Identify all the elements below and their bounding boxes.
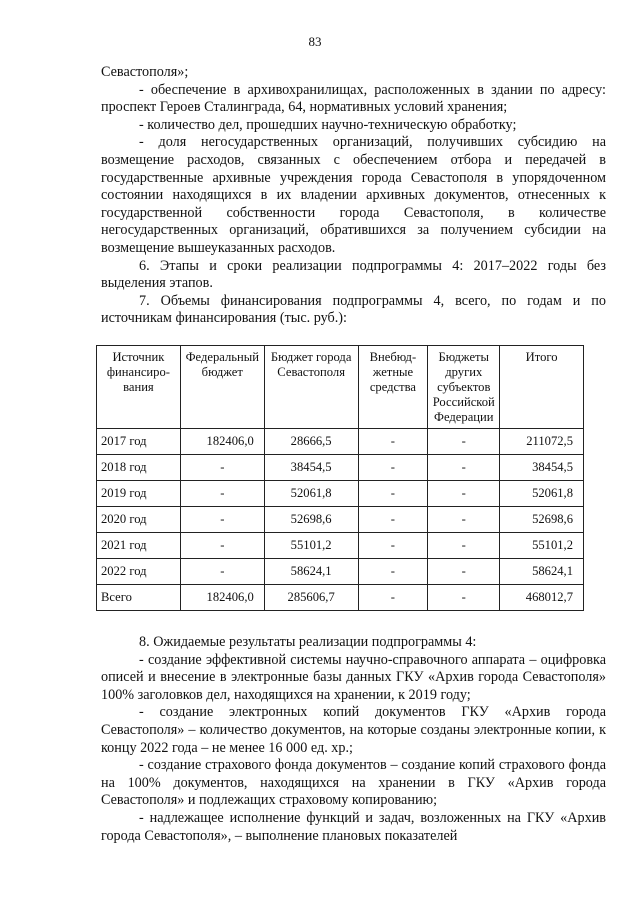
table-header-row	[97, 346, 584, 429]
table-cell: 2019 год	[97, 481, 181, 507]
table-cell: 52698,6	[264, 507, 358, 533]
page-number: 83	[308, 34, 322, 49]
table-row	[97, 507, 584, 533]
bottom-text-block	[101, 634, 606, 845]
table-cell: -	[358, 585, 428, 611]
table-cell: -	[358, 455, 428, 481]
table-cell: -	[180, 455, 264, 481]
header-source: Источник финансиро-вания	[97, 346, 181, 429]
paragraph: - создание электронных копий документов ГКУ «Архив города Севастополя» – количество документов, на которые созданы электронные копии, к концу 2022 года – не менее 16 000 ед. хр.;	[101, 704, 606, 756]
paragraph: - доля негосударственных организаций, получивших субсидию на возмещение расходов, связанных с обеспечением отбора и передачей в государственные архивные учреждения города Севастополя в упорядоченном состоянии находящихся в их владении архивных документов, отнесенных к государственной собственности города Севастополя, в количестве негосударственных организаций, обратившихся за получением субсидии на возмещение вышеуказанных расходов.	[101, 134, 606, 256]
table-cell: -	[180, 559, 264, 585]
paragraph: - количество дел, прошедших научно-техническую обработку;	[139, 116, 517, 133]
table-cell: 52061,8	[264, 481, 358, 507]
table-cell: -	[358, 559, 428, 585]
table-row	[97, 429, 584, 455]
table-row	[97, 481, 584, 507]
table-cell: 38454,5	[264, 455, 358, 481]
paragraph: - создание эффективной системы научно-справочного аппарата – оцифровка описей и внесение в электронные базы данных ГКУ «Архив города Севастополя» 100% заголовков дел, находящихся на хранении, к 2019 году;	[101, 651, 606, 703]
table-cell: -	[428, 533, 500, 559]
table-cell: 52061,8	[500, 481, 584, 507]
table-cell: 28666,5	[264, 429, 358, 455]
paragraph: 7. Объемы финансирования подпрограммы 4, всего, по годам и по источникам финансирования (тыс. руб.):	[101, 292, 606, 327]
financing-table	[96, 345, 584, 611]
table-cell: 55101,2	[500, 533, 584, 559]
paragraph: 8. Ожидаемые результаты реализации подпрограммы 4:	[139, 634, 477, 650]
paragraph: - создание страхового фонда документов – создание копий страхового фонда на 100% документов, находящихся на хранении в ГКУ «Архив города Севастополя» и подлежащих страховому копированию;	[101, 757, 606, 809]
table-cell: 2020 год	[97, 507, 181, 533]
table-cell: 58624,1	[264, 559, 358, 585]
table-cell: -	[180, 533, 264, 559]
header-federal: Федеральный бюджет	[180, 346, 264, 429]
table-cell: 2017 год	[97, 429, 181, 455]
table-cell: 2018 год	[97, 455, 181, 481]
table-cell: -	[428, 507, 500, 533]
table-cell: 52698,6	[500, 507, 584, 533]
table-cell: -	[428, 429, 500, 455]
table-row	[97, 533, 584, 559]
table-row	[97, 559, 584, 585]
table-cell: 285606,7	[264, 585, 358, 611]
table-cell: -	[428, 585, 500, 611]
table-cell: -	[358, 507, 428, 533]
table-cell: 211072,5	[500, 429, 584, 455]
table-cell: -	[358, 481, 428, 507]
table-cell: 55101,2	[264, 533, 358, 559]
header-total: Итого	[500, 346, 584, 429]
table-cell: -	[358, 429, 428, 455]
table-cell: -	[180, 507, 264, 533]
header-extrabudget: Внебюд-жетные средства	[358, 346, 428, 429]
paragraph: - обеспечение в архивохранилищах, расположенных в здании по адресу: проспект Героев Сталинграда, 64, нормативных условий хранения;	[101, 81, 606, 116]
table-cell: -	[428, 559, 500, 585]
table-cell: 58624,1	[500, 559, 584, 585]
paragraph: - надлежащее исполнение функций и задач, возложенных на ГКУ «Архив города Севастополя», – выполнение плановых показателей	[101, 809, 606, 844]
header-other-subjects: Бюджеты других субъектов Российской Федерации	[428, 346, 500, 429]
table-row	[97, 455, 584, 481]
table-cell: 182406,0	[180, 585, 264, 611]
paragraph: Севастополя»;	[101, 64, 189, 80]
table-cell: 38454,5	[500, 455, 584, 481]
paragraph: 6. Этапы и сроки реализации подпрограммы 4: 2017–2022 годы без выделения этапов.	[101, 257, 606, 292]
header-city-budget: Бюджет города Севастополя	[264, 346, 358, 429]
table-cell: 468012,7	[500, 585, 584, 611]
table-cell: -	[358, 533, 428, 559]
table-cell: 182406,0	[180, 429, 264, 455]
table-cell: Всего	[97, 585, 181, 611]
table-cell: -	[180, 481, 264, 507]
table-cell: 2021 год	[97, 533, 181, 559]
table-row-total	[97, 585, 584, 611]
table-cell: -	[428, 455, 500, 481]
top-text-block	[101, 64, 606, 328]
table-cell: -	[428, 481, 500, 507]
table-cell: 2022 год	[97, 559, 181, 585]
